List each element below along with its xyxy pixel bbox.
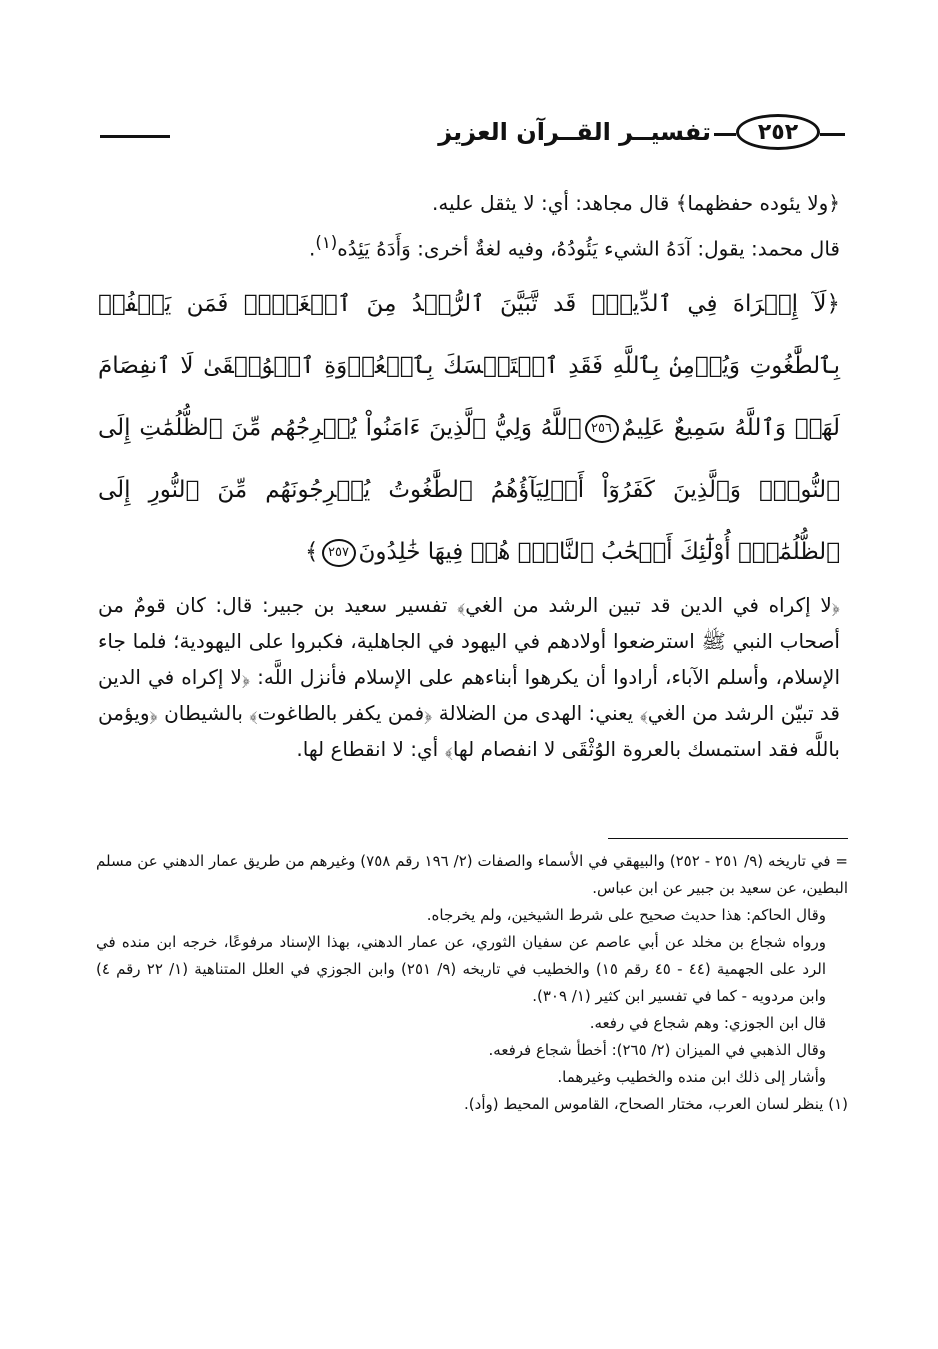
quran-verse-block: [98, 273, 840, 583]
running-title: تفسيــر القــرآن العزيز: [438, 118, 711, 146]
footnote-separator: [608, 838, 848, 839]
footnote-line: [96, 1091, 848, 1118]
paragraph-end: .: [308, 236, 316, 261]
paragraph: [98, 225, 840, 267]
main-text: [98, 185, 840, 771]
header-rule: [714, 133, 736, 136]
footnote-line: = في تاريخه (٩/ ٢٥١ - ٢٥٢) والبيهقي في الأسماء والصفات (٢/ ١٩٦ رقم ٧٥٨) وغيرهم من طريق عمار الدهني عن مسلم البطين، عن سعيد بن جبير عن ابن عباس.: [96, 852, 848, 897]
footnote-line: ورواه شجاع بن مخلد عن أبي عاصم عن سفيان الثوري، عن عمار الدهني، بهذا الإسناد مرفوعًا، خرجه ابن منده في الرد على الجهمية (٤٤ - ٤٥ رقم ١٥) والخطيب في تاريخه (٩/ ٢٥١) وابن الجوزي في العلل المتناهية (١/ ٢٢ رقم ٤) وابن مردويه - كما في تفسير ابن كثير (١/ ٣٠٩).: [96, 933, 827, 1005]
footnote-ref: (١): [315, 233, 338, 252]
verse-number-marker: ٢٥٧: [322, 539, 356, 567]
footnote-line: وقال الحاكم: هذا حديث صحيح على شرط الشيخين، ولم يخرجاه.: [426, 906, 826, 924]
verse-number-marker: ٢٥٦: [585, 415, 619, 443]
footnote-line: قال ابن الجوزي: وهم شجاع في رفعه.: [589, 1014, 826, 1032]
paragraph: ﴿لا إكراه في الدين قد تبين الرشد من الغي﴾ تفسير سعيد بن جبير: قال: كان قومٌ من أصحاب النبي ﷺ استرضعوا أولادهم في اليهود في الجاهلية، فكبروا على اليهودية؛ فلما جاء الإسلام، وأسلم الآباء، أرادوا أن يكرهوا أبناءهم على الإسلام فأنزل اللَّه: ﴿لا إكراه في الدين قد تبيّن الرشد من الغي﴾ يعني: الهدى من الضلالة ﴿فمن يكفر بالطاغوت﴾ بالشيطان ﴿ويؤمن باللَّه فقد استمسك بالعروة الوُثْقَى لا انفصام لها﴾ أي: لا انقطاع لها.: [98, 592, 840, 761]
footnote-line: وأشار إلى ذلك ابن منده والخطيب وغيرهما.: [557, 1068, 826, 1086]
header-rule: [820, 133, 845, 136]
paragraph-text: قال محمد: يقول: آدَهُ الشيء يَئُودُهُ، وفيه لغةٌ أخرى: وَأَدَهُ يَئِدُه: [337, 236, 840, 261]
page-header: [100, 112, 845, 156]
footnote-line: وقال الذهبي في الميزان (٢/ ٢٦٥): أخطأ شجاع فرفعه.: [488, 1041, 826, 1059]
quran-verse: ٱللَّهُ وَلِيُّ ٱلَّذِينَ ءَامَنُواْ يُخۡرِجُهُم مِّنَ ٱلظُّلُمَٰتِ إِلَى ٱلنُّورِۖ وَٱلَّذِينَ كَفَرُوٓاْ أَوۡلِيَآؤُهُمُ ٱلطَّٰغُوتُ يُخۡرِجُونَهُم مِّنَ ٱلنُّورِ إِلَى ٱلظُّلُمَٰتِۗ أُوْلَٰٓئِكَ أَصۡحَٰبُ ٱلنَّارِۖ هُمۡ فِيهَا خَٰلِدُونَ: [98, 414, 840, 565]
paragraph: ﴿ولا يئوده حفظهما﴾ قال مجاهد: أي: لا يثقل عليه.: [431, 191, 840, 215]
footnote-text: ينظر لسان العرب، مختار الصحاح، القاموس المحيط (وأد).: [464, 1095, 824, 1113]
page-number: ٢٥٢: [736, 114, 820, 150]
footnote-number: (١): [828, 1095, 848, 1113]
verse-close-bracket: ﴾: [305, 538, 319, 565]
footnotes: [96, 848, 848, 1118]
quran-verse: ﴿لَآ إِكۡرَاهَ فِي ٱلدِّينِۖ قَد تَّبَيَّنَ ٱلرُّشۡدُ مِنَ ٱلۡغَيِّۚ فَمَن يَكۡفُرۡ بِٱلطَّٰغُوتِ وَيُؤۡمِنۢ بِٱللَّهِ فَقَدِ ٱسۡتَمۡسَكَ بِٱلۡعُرۡوَةِ ٱلۡوُثۡقَىٰ لَا ٱنفِصَامَ لَهَاۗ وَٱللَّهُ سَمِيعٌ عَلِيمٌ: [98, 290, 840, 441]
header-rule: [100, 135, 170, 138]
